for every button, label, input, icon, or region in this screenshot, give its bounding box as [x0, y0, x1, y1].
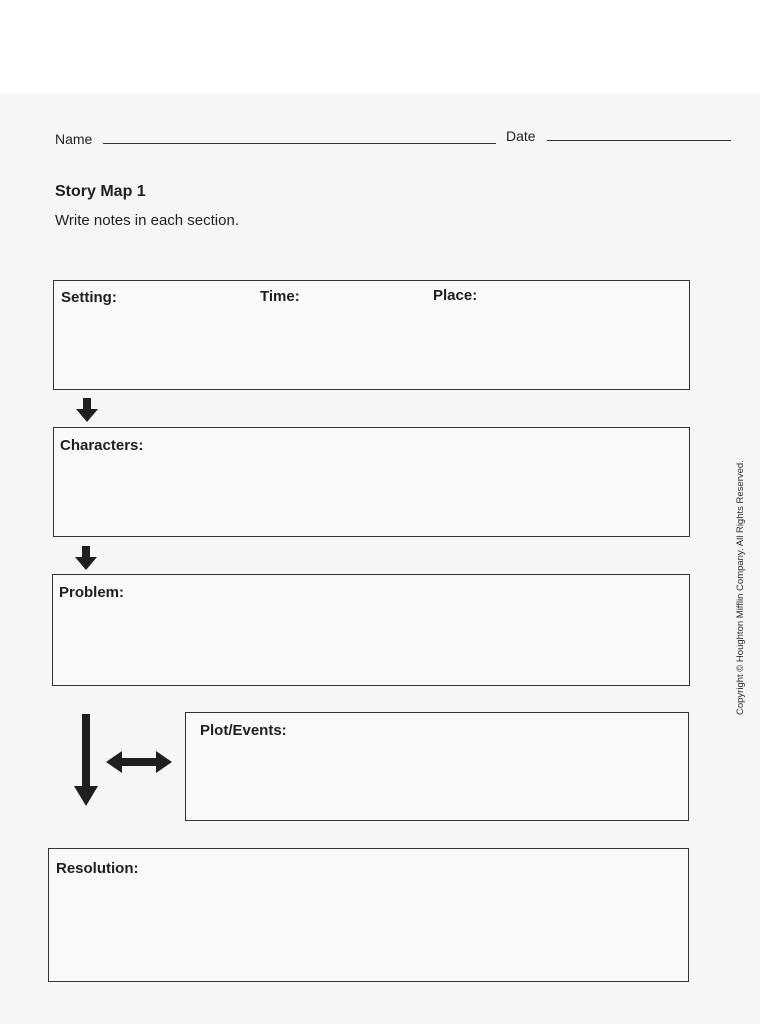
double-arrow-icon — [106, 749, 172, 775]
page-title: Story Map 1 — [55, 183, 146, 200]
instructions-text: Write notes in each section. — [55, 212, 239, 229]
characters-box — [53, 427, 690, 537]
place-label: Place: — [433, 287, 478, 304]
problem-label: Problem: — [59, 584, 125, 601]
characters-label: Characters: — [60, 437, 144, 454]
plot-events-label: Plot/Events: — [200, 722, 287, 739]
time-label: Time: — [260, 288, 300, 305]
long-arrow-down-icon — [72, 714, 100, 806]
arrow-down-icon — [75, 398, 99, 422]
name-label: Name — [55, 131, 93, 147]
copyright-notice: Copyright © Houghton Mifflin Company. All Rights Reserved. — [735, 460, 746, 715]
name-blank-line — [103, 143, 496, 144]
resolution-box — [48, 848, 689, 982]
arrow-down-icon — [74, 546, 98, 570]
date-label: Date — [506, 128, 536, 144]
resolution-label: Resolution: — [56, 860, 139, 877]
date-blank-line — [547, 140, 731, 141]
setting-box — [53, 280, 690, 390]
setting-label: Setting: — [61, 289, 117, 306]
problem-box — [52, 574, 690, 686]
plot-events-box — [185, 712, 689, 821]
